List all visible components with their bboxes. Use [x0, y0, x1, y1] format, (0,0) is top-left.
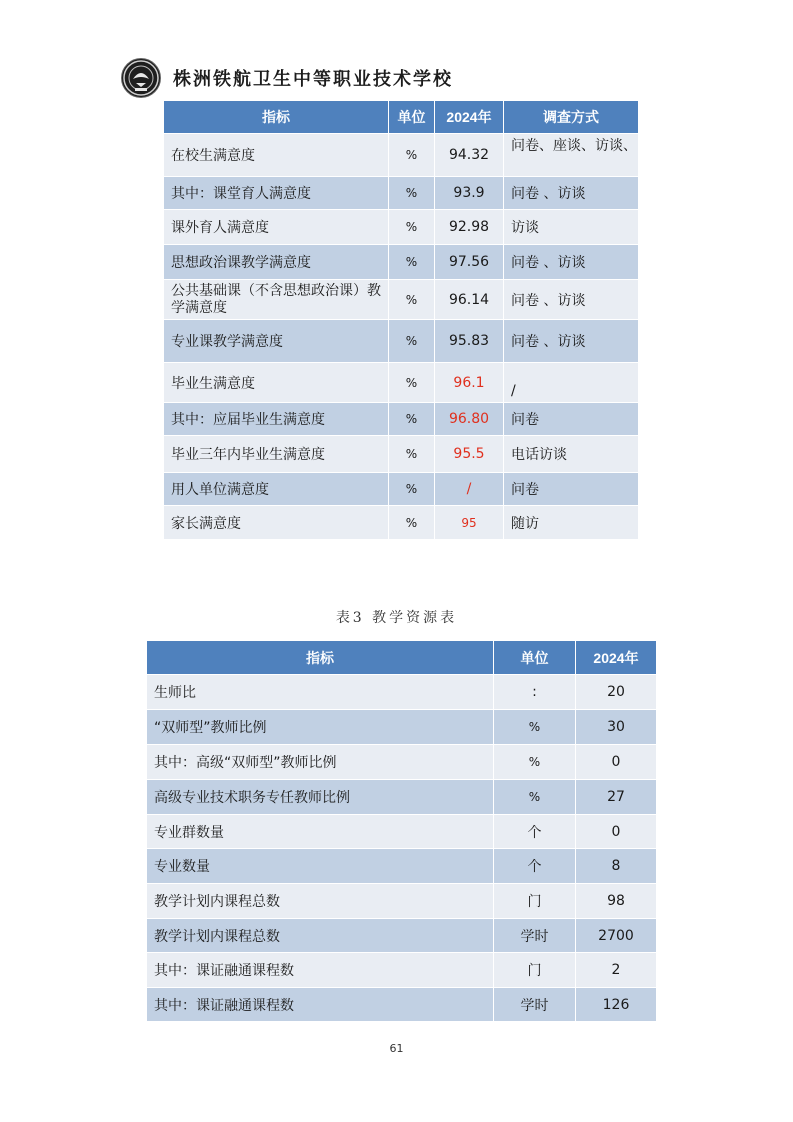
table-row — [164, 177, 639, 210]
method-cell: / — [504, 363, 639, 403]
method-cell: 问卷 、访谈 — [504, 177, 639, 210]
indicator-cell: “双师型”教师比例 — [147, 710, 494, 745]
value-cell: 98 — [576, 884, 657, 919]
indicator-cell: 用人单位满意度 — [164, 473, 389, 506]
value-cell: 30 — [576, 710, 657, 745]
indicator-cell: 在校生满意度 — [164, 134, 389, 177]
indicator-cell: 专业群数量 — [147, 815, 494, 849]
indicator-cell: 思想政治课教学满意度 — [164, 245, 389, 280]
indicator-cell: 家长满意度 — [164, 506, 389, 540]
method-cell: 访谈 — [504, 210, 639, 245]
indicator-cell: 其中：课证融通课程数 — [147, 988, 494, 1022]
header-indicator: 指标 — [164, 101, 389, 134]
school-name: 株洲铁航卫生中等职业技术学校 — [173, 69, 453, 90]
indicator-cell: 毕业三年内毕业生满意度 — [164, 436, 389, 473]
unit-cell: % — [389, 436, 435, 473]
unit-cell: % — [389, 134, 435, 177]
page-header — [121, 58, 681, 98]
table-header-row — [164, 101, 639, 134]
header-indicator: 指标 — [147, 641, 494, 675]
school-logo — [121, 58, 161, 98]
method-cell: 问卷 — [504, 473, 639, 506]
header-unit: 单位 — [494, 641, 576, 675]
table-row — [164, 210, 639, 245]
indicator-cell: 教学计划内课程总数 — [147, 884, 494, 919]
value-cell: 8 — [576, 849, 657, 884]
table-row — [147, 745, 657, 780]
table-row — [164, 245, 639, 280]
unit-cell: % — [389, 320, 435, 363]
indicator-cell: 生师比 — [147, 675, 494, 710]
teaching-resources-table — [146, 640, 657, 1022]
method-cell: 问卷 、访谈 — [504, 280, 639, 320]
unit-cell: 门 — [494, 884, 576, 919]
unit-cell: 门 — [494, 953, 576, 988]
indicator-cell: 其中：应届毕业生满意度 — [164, 403, 389, 436]
indicator-cell: 专业数量 — [147, 849, 494, 884]
header-year: 2024年 — [435, 101, 504, 134]
header-year: 2024年 — [576, 641, 657, 675]
method-cell: 问卷 、访谈 — [504, 320, 639, 363]
indicator-cell: 其中：课堂育人满意度 — [164, 177, 389, 210]
unit-cell: % — [389, 210, 435, 245]
table-row — [147, 953, 657, 988]
unit-cell: % — [389, 506, 435, 540]
unit-cell: % — [494, 745, 576, 780]
page-number: 61 — [389, 1042, 404, 1055]
table-row — [164, 506, 639, 540]
table-row — [147, 988, 657, 1022]
table-row — [164, 280, 639, 320]
table-row — [164, 363, 639, 403]
indicator-cell: 其中：高级“双师型”教师比例 — [147, 745, 494, 780]
unit-cell: 学时 — [494, 919, 576, 953]
value-cell: 96.80 — [435, 403, 504, 436]
table-row — [164, 134, 639, 177]
value-cell: 97.56 — [435, 245, 504, 280]
unit-cell: % — [389, 473, 435, 506]
table-row — [164, 403, 639, 436]
value-cell: 95 — [435, 506, 504, 540]
value-cell: 93.9 — [435, 177, 504, 210]
method-cell: 问卷、座谈、访谈、 — [504, 134, 639, 177]
value-cell: 94.32 — [435, 134, 504, 177]
value-cell: 92.98 — [435, 210, 504, 245]
unit-cell: % — [389, 177, 435, 210]
value-cell: 96.1 — [435, 363, 504, 403]
indicator-cell: 其中：课证融通课程数 — [147, 953, 494, 988]
table-row — [164, 473, 639, 506]
unit-cell: 个 — [494, 815, 576, 849]
indicator-cell: 教学计划内课程总数 — [147, 919, 494, 953]
unit-cell: % — [494, 710, 576, 745]
header-unit: 单位 — [389, 101, 435, 134]
unit-cell: 学时 — [494, 988, 576, 1022]
unit-cell: % — [494, 780, 576, 815]
unit-cell: % — [389, 245, 435, 280]
table-caption: 表3 教学资源表 — [335, 610, 458, 626]
value-cell: 20 — [576, 675, 657, 710]
unit-cell: : — [494, 675, 576, 710]
table-row — [147, 884, 657, 919]
indicator-cell: 毕业生满意度 — [164, 363, 389, 403]
method-cell: 问卷 — [504, 403, 639, 436]
value-cell: 0 — [576, 815, 657, 849]
unit-cell: % — [389, 280, 435, 320]
value-cell: / — [435, 473, 504, 506]
unit-cell: % — [389, 363, 435, 403]
value-cell: 96.14 — [435, 280, 504, 320]
value-cell: 95.5 — [435, 436, 504, 473]
school-emblem-icon — [122, 59, 160, 97]
value-cell: 2 — [576, 953, 657, 988]
value-cell: 0 — [576, 745, 657, 780]
unit-cell: % — [389, 403, 435, 436]
method-cell: 问卷 、访谈 — [504, 245, 639, 280]
table-row — [147, 919, 657, 953]
indicator-cell: 专业课教学满意度 — [164, 320, 389, 363]
indicator-cell: 公共基础课（不含思想政治课）教学满意度 — [164, 280, 389, 320]
value-cell: 95.83 — [435, 320, 504, 363]
value-cell: 2700 — [576, 919, 657, 953]
indicator-cell: 高级专业技术职务专任教师比例 — [147, 780, 494, 815]
table-row — [147, 710, 657, 745]
table-row — [164, 320, 639, 363]
table-row — [147, 780, 657, 815]
table-row — [147, 675, 657, 710]
method-cell: 随访 — [504, 506, 639, 540]
value-cell: 27 — [576, 780, 657, 815]
table-row — [147, 815, 657, 849]
table-header-row — [147, 641, 657, 675]
table-row — [164, 436, 639, 473]
indicator-cell: 课外育人满意度 — [164, 210, 389, 245]
value-cell: 126 — [576, 988, 657, 1022]
satisfaction-table — [163, 100, 639, 540]
method-cell: 电话访谈 — [504, 436, 639, 473]
table-row — [147, 849, 657, 884]
header-method: 调查方式 — [504, 101, 639, 134]
unit-cell: 个 — [494, 849, 576, 884]
